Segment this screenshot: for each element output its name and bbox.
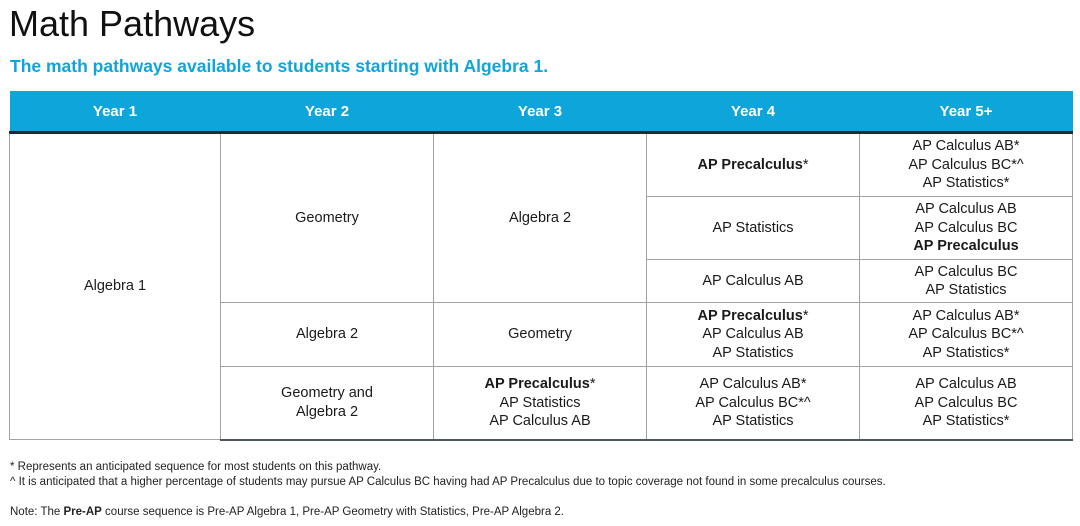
note-prefix: Note: The	[10, 506, 64, 518]
course: Algebra 2	[295, 403, 359, 420]
course: AP Statistics*	[922, 344, 1010, 361]
footnote-mark: *	[802, 307, 809, 324]
course: AP Statistics*	[922, 175, 1010, 192]
footnote-star: * Represents an anticipated sequence for most students on this pathway.	[10, 461, 382, 473]
header-year-3: Year 3	[434, 91, 647, 133]
footnote-mark: *	[589, 376, 596, 392]
cell-path-b-year2: Algebra 2	[221, 303, 434, 367]
cell-path-c-year3	[434, 367, 647, 440]
note-suffix: course sequence is Pre-AP Algebra 1, Pre-AP Geometry with Statistics, Pre-AP Algebra 2.	[101, 506, 564, 518]
course: AP Calculus BC	[914, 219, 1018, 236]
page-title: Math Pathways	[9, 3, 256, 44]
footnote-mark: *	[802, 156, 809, 173]
course: AP Calculus AB*	[912, 307, 1020, 324]
course: AP Calculus AB*	[912, 138, 1020, 155]
pre-ap-note	[10, 505, 564, 519]
course: AP Calculus BC	[914, 263, 1018, 280]
cell-path-b-year5	[860, 303, 1073, 367]
cell-path-a-year3: Algebra 2	[434, 133, 647, 303]
course: AP Calculus AB	[915, 201, 1017, 218]
course: AP Statistics	[712, 413, 794, 429]
cell-path-a-r3-year4: AP Calculus AB	[647, 260, 860, 303]
cell-year1-algebra-1: Algebra 1	[10, 133, 221, 440]
footnote-caret: ^ It is anticipated that a higher percentage of students may pursue AP Calculus BC having had AP Precalculus due to topic coverage not found in some precalculus courses.	[10, 476, 886, 488]
cell-path-b-year4	[647, 303, 860, 367]
course: AP Calculus AB	[702, 326, 804, 343]
note-bold: Pre-AP	[63, 506, 102, 518]
course: Geometry and	[281, 385, 373, 402]
cell-path-a-year2: Geometry	[221, 133, 434, 303]
course: AP Calculus BC*^	[908, 156, 1024, 173]
course-bold: AP Precalculus	[913, 238, 1019, 255]
course: AP Statistics	[499, 394, 581, 411]
course: AP Statistics	[712, 344, 794, 361]
course-bold: AP Precalculus	[697, 156, 803, 173]
course: AP Statistics*	[922, 413, 1010, 429]
header-year-1: Year 1	[10, 91, 221, 133]
cell-path-a-r2-year5	[860, 197, 1073, 260]
header-year-5-plus: Year 5+	[860, 91, 1073, 133]
course: AP Calculus BC*^	[695, 394, 811, 411]
course: AP Calculus AB	[489, 413, 591, 429]
cell-path-c-year4	[647, 367, 860, 440]
course-bold: AP Precalculus	[484, 376, 590, 392]
course-bold: AP Precalculus	[697, 307, 803, 324]
header-year-4: Year 4	[647, 91, 860, 133]
table-row	[10, 133, 1073, 197]
cell-path-a-r1-year4	[647, 133, 860, 197]
course: AP Calculus AB*	[699, 376, 807, 392]
cell-path-c-year2	[221, 367, 434, 440]
cell-path-a-r1-year5	[860, 133, 1073, 197]
cell-path-a-r3-year5	[860, 260, 1073, 303]
course: AP Calculus AB	[915, 376, 1017, 392]
cell-path-b-year3: Geometry	[434, 303, 647, 367]
course: AP Calculus BC*^	[908, 326, 1024, 343]
page-subtitle: The math pathways available to students starting with Algebra 1.	[10, 56, 549, 76]
course: AP Statistics	[925, 282, 1007, 298]
table-header-row	[10, 91, 1073, 133]
course: AP Calculus BC	[914, 394, 1018, 411]
math-pathways-table	[9, 91, 1073, 441]
cell-path-c-year5	[860, 367, 1073, 440]
cell-path-a-r2-year4: AP Statistics	[647, 197, 860, 260]
header-year-2: Year 2	[221, 91, 434, 133]
